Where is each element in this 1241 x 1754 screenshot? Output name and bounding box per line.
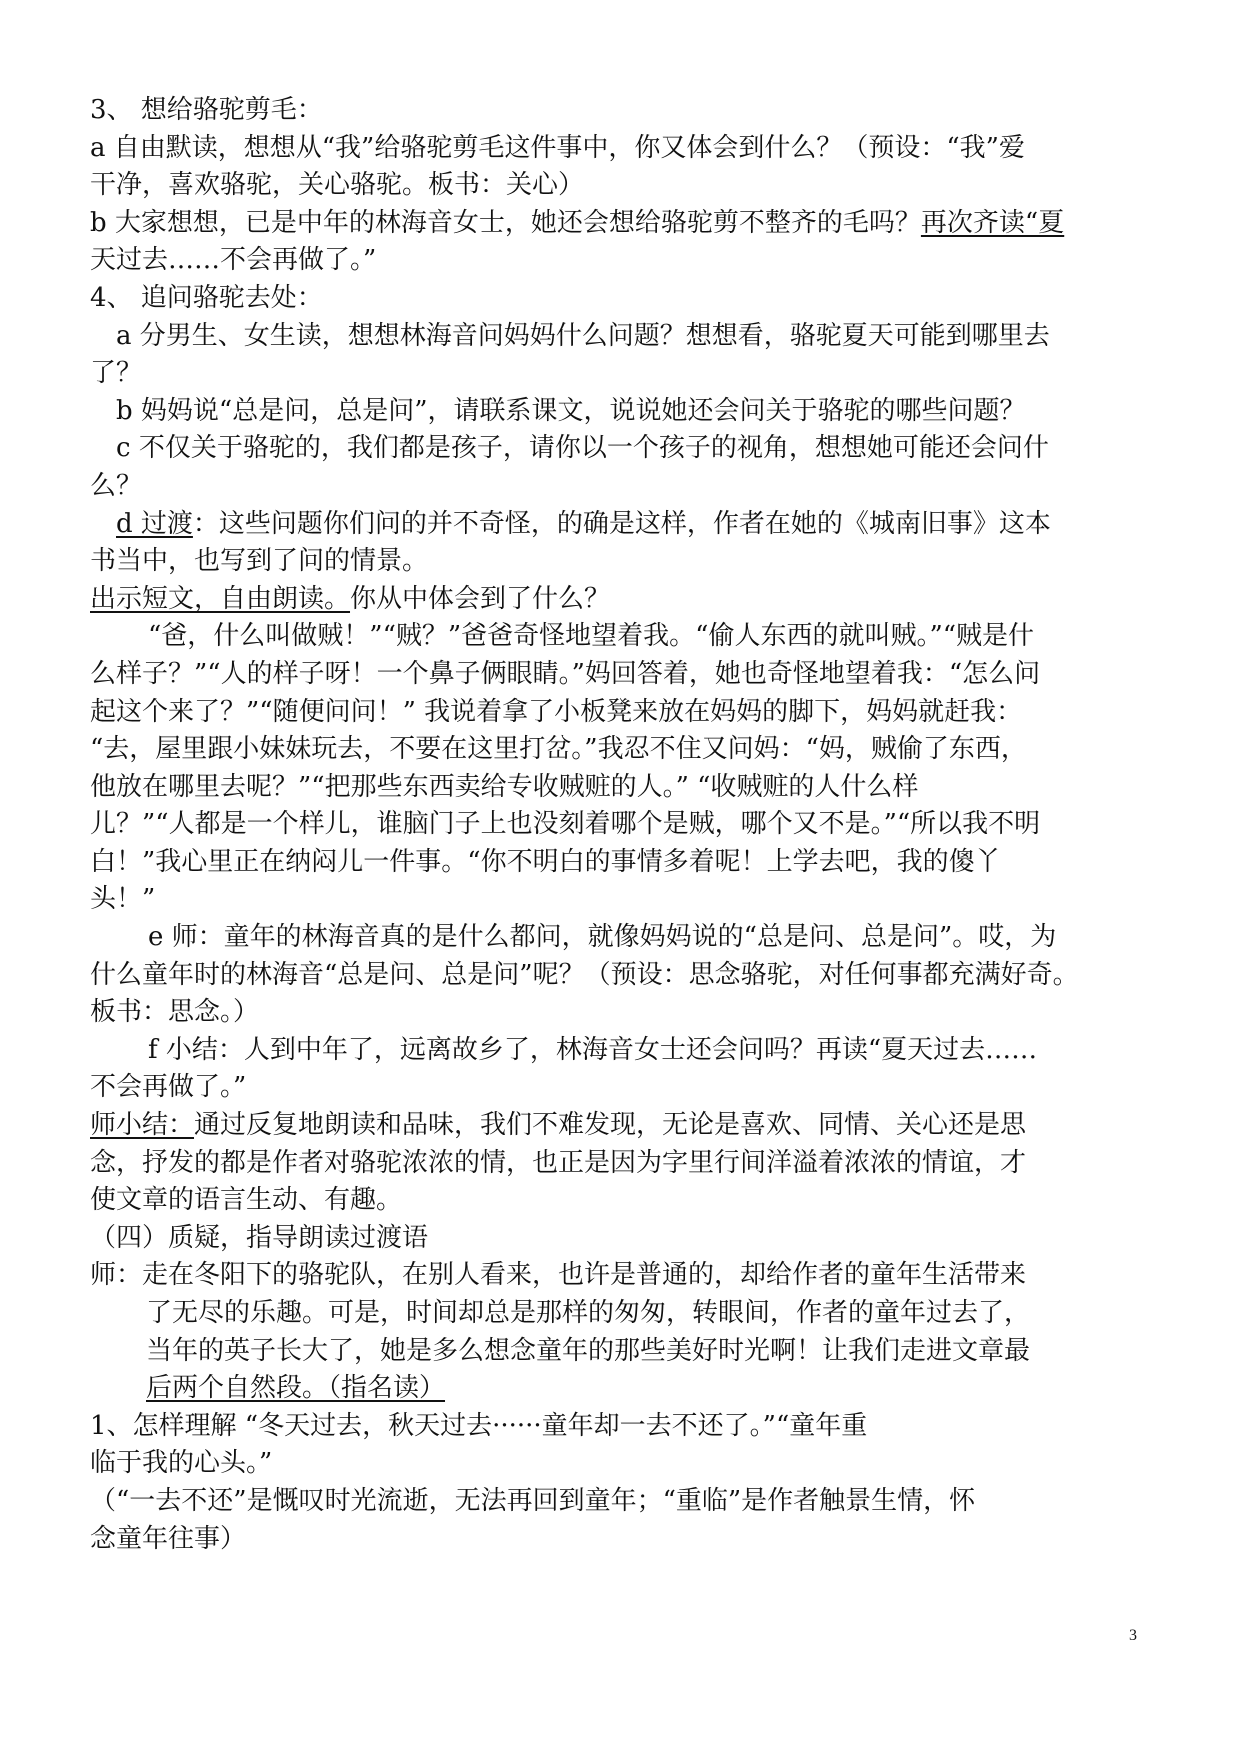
quoted-passage-line: “爸，什么叫做贼！”“贼？”爸爸奇怪地望着我。“偷人东西的就叫贼。”“贼是什 (148, 621, 1035, 652)
document-page (90, 92, 1150, 1558)
text-line: 什么童年时的林海音“总是问、总是问”呢？（预设：思念骆驼，对任何事都充满好奇。 (90, 959, 1079, 990)
text-line: 1、怎样理解 “冬天过去，秋天过去······童年却一去不还了。”“童年重 (90, 1410, 868, 1441)
text-line: 念童年往事） (90, 1523, 247, 1554)
text-line: 么？ (90, 470, 143, 501)
text-line: 师：走在冬阳下的骆驼队，在别人看来，也许是普通的，却给作者的童年生活带来 (90, 1260, 1027, 1291)
section-heading: （四）质疑，指导朗读过渡语 (90, 1222, 429, 1253)
text-line: a 分男生、女生读，想想林海音问妈妈什么问题？想想看，骆驼夏天可能到哪里去 (116, 320, 1050, 351)
quoted-passage-line: 么样子？”“人的样子呀！一个鼻子俩眼睛。”妈回答着，她也奇怪地望着我：“怎么问 (90, 658, 1041, 689)
quoted-passage-line: 起这个来了？”“随便问问！” 我说着拿了小板凳来放在妈妈的脚下，妈妈就赶我： (90, 696, 1023, 727)
text-line (90, 1370, 1150, 1408)
section-heading-3: 3、 想给骆驼剪毛： (90, 95, 323, 125)
text-line: 天过去……不会再做了。” (90, 245, 377, 276)
underlined-text: d 过渡 (116, 508, 193, 539)
text-line: 了？ (90, 358, 143, 389)
text-line: 师小结：通过反复地朗读和品味，我们不难发现，无论是喜欢、同情、关心还是思 (90, 1110, 1027, 1141)
text-line: b 大家想想，已是中年的林海音女士，她还会想给骆驼剪不整齐的毛吗？再次齐读“夏 (90, 207, 1065, 238)
text-line: 书当中，也写到了问的情景。 (90, 546, 429, 577)
text-line: 当年的英子长大了，她是多么想念童年的那些美好时光啊！让我们走进文章最 (146, 1335, 1031, 1366)
quoted-passage-line: 儿？”“人都是一个样儿，谁脑门子上也没刻着哪个是贼，哪个又不是。”“所以我不明 (90, 809, 1041, 840)
text-line: b 妈妈说“总是问，总是问”，请联系课文，说说她还会问关于骆驼的哪些问题？ (116, 395, 1026, 426)
page-number: 3 (1129, 1627, 1137, 1644)
text-line: （“一去不还”是慨叹时光流逝，无法再回到童年；“重临”是作者触景生情，怀 (90, 1485, 976, 1516)
text-line: f 小结：人到中年了，远离故乡了，林海音女士还会问吗？再读“夏天过去…… (148, 1034, 1038, 1065)
text-line: d 过渡：这些问题你们问的并不奇怪，的确是这样，作者在她的《城南旧事》这本 (116, 508, 1051, 539)
text-line: 板书：思念。） (90, 997, 260, 1028)
underlined-text: 师小结： (90, 1110, 195, 1141)
section-heading-4: 4、 追问骆驼去处： (90, 282, 323, 313)
text-line: 不会再做了。” (90, 1072, 247, 1103)
text-line: 临于我的心头。” (90, 1448, 273, 1479)
text-line: 出示短文，自由朗读。你从中体会到了什么？ (90, 583, 611, 614)
text-line: 使文章的语言生动、有趣。 (90, 1185, 403, 1216)
text-line: e 师：童年的林海音真的是什么都问，就像妈妈说的“总是问、总是问”。哎，为 (148, 922, 1057, 953)
quoted-passage-line: “去，屋里跟小妹妹玩去，不要在这里打岔。”我忍不住又问妈：“妈，贼偷了东西， (90, 734, 1027, 765)
quoted-passage-line: 头！” (90, 884, 156, 915)
text-line: 干净，喜欢骆驼，关心骆驼。板书：关心） (90, 170, 585, 201)
underlined-text: 出示短文，自由朗读。 (90, 583, 351, 614)
quoted-passage-line: 白！”我心里正在纳闷儿一件事。“你不明白的事情多着呢！上学去吧，我的傻丫 (90, 846, 1001, 877)
underlined-text: 后两个自然段。（指名读） (146, 1373, 446, 1404)
text-line: 念，抒发的都是作者对骆驼浓浓的情，也正是因为字里行间洋溢着浓浓的情谊，才 (90, 1147, 1027, 1178)
quoted-passage-line: 他放在哪里去呢？”“把那些东西卖给专收贼赃的人。” “收贼赃的人什么样 (90, 771, 919, 802)
text-line: c 不仅关于骆驼的，我们都是孩子，请你以一个孩子的视角，想想她可能还会问什 (116, 433, 1049, 464)
underlined-text: 再次齐读“夏 (920, 207, 1065, 238)
text-line: 了无尽的乐趣。可是，时间却总是那样的匆匆，转眼间，作者的童年过去了， (146, 1298, 1031, 1328)
text-line: a 自由默读，想想从“我”给骆驼剪毛这件事中，你又体会到什么？（预设：“我”爱 (90, 132, 1025, 163)
